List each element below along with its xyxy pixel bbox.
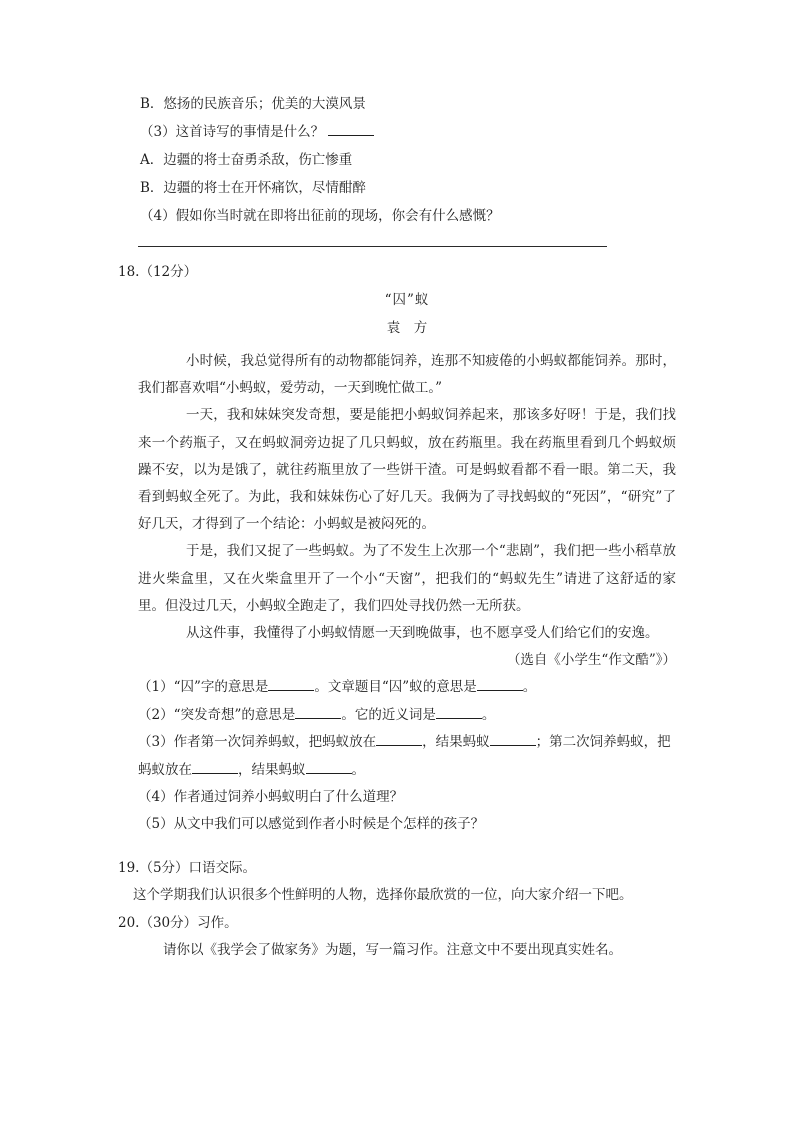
question-18-header: 18.（12分）	[118, 264, 198, 280]
answer-blank-underline	[268, 677, 314, 691]
question-18-3	[138, 729, 676, 784]
answer-blank-underline	[477, 677, 523, 691]
question-text: （5）从文中我们可以感觉到作者小时候是个怎样的孩子？	[138, 816, 485, 833]
section-19	[0, 855, 793, 910]
question-text: （3）作者第一次饲养蚂蚁，把蚂蚁放在	[138, 734, 377, 751]
question-text: ；第二次饲养蚂蚁，把蚂蚁放在	[138, 734, 671, 778]
option-a-soldiers: A．边疆的将士奋勇杀敌，伤亡惨重	[140, 152, 353, 168]
passage-paragraph-2: 一天，我和妹妹突发奇想，要是能把小蚂蚁饲养起来，那该多好呀！于是，我们找来一个药瓶子，又在蚂蚁洞旁边捉了几只蚂蚁，放在药瓶里。我在药瓶里看到几个蚂蚁烦躁不安，以为是饿了，就往药瓶里放了一些饼干渣。可是蚂蚁看都不看一眼。第二天，我看到蚂蚁全死了。为此，我和妹妹伤心了好几天。我俩为了寻找蚂蚁的“死因”，“研究”了好几天，才得到了一个结论：小蚂蚁是被闷死的。	[138, 407, 676, 533]
option-b-soldiers: B．边疆的将士在开怀痛饮，尽情酣醉	[140, 180, 366, 196]
question-text: （3）这首诗写的事情是什么？	[140, 124, 329, 140]
question-18-1	[138, 674, 676, 701]
answer-blank-underline	[295, 705, 341, 719]
answer-blank-underline	[490, 732, 536, 746]
section-20	[0, 910, 793, 965]
question-18-5	[138, 811, 676, 838]
question-17-3	[140, 118, 793, 146]
question-20-header: 20.（30分）习作。	[118, 914, 238, 931]
answer-blank-underline	[306, 760, 352, 774]
question-text: 。	[351, 761, 365, 778]
question-19-header: 19.（5分）口语交际。	[118, 859, 257, 876]
passage-author: 袁 方	[386, 320, 428, 336]
passage-paragraph-3: 于是，我们又捉了一些蚂蚁。为了不发生上次那一个“悲剧”，我们把一些小稻草放进火柴盒里，又在火柴盒里开了一个小“天窗”，把我们的“蚂蚁先生”请进了这舒适的家里。但没过几天，小蚂蚁全跑走了，我们四处寻找仍然一无所获。	[138, 543, 676, 614]
passage-paragraph-1: 小时候，我总觉得所有的动物都能饲养，连那不知疲倦的小蚂蚁都能饲养。那时，我们都喜欢唱“小蚂蚁，爱劳动，一天到晚忙做工。”	[138, 353, 676, 397]
option-b-music: B．悠扬的民族音乐；优美的大漠风景	[140, 96, 366, 112]
question-text: ，结果蚂蚁	[422, 734, 490, 751]
passage-paragraph-4: 从这件事，我懂得了小蚂蚁情愿一天到晚做事，也不愿享受人们给它们的安逸。	[186, 625, 659, 642]
section-17	[0, 90, 793, 247]
question-19-body: 这个学期我们认识很多个性鲜明的人物，选择你最欣赏的一位，向大家介绍一下吧。	[133, 887, 633, 904]
question-18-2	[138, 702, 676, 729]
answer-blank-underline	[436, 705, 482, 719]
answer-rule-line	[138, 246, 607, 247]
answer-blank-underline	[328, 122, 374, 136]
question-20-body: 请你以《我学会了做家务》为题，写一篇习作。注意文中不要出现真实姓名。	[163, 942, 622, 959]
question-17-4: （4）假如你当时就在即将出征前的现场，你会有什么感慨？	[140, 208, 500, 224]
question-text: （1）“囚”字的意思是	[138, 679, 269, 696]
answer-blank-underline	[376, 732, 422, 746]
question-text: 。	[522, 679, 537, 696]
question-text: 。文章题目“囚”蚁的意思是	[314, 679, 477, 696]
question-text: ，结果蚂蚁	[238, 761, 306, 778]
question-text: （4）作者通过饲养小蚂蚁明白了什么道理？	[138, 789, 404, 806]
passage-source-credit: （选自《小学生“作文酷”》）	[506, 652, 676, 669]
question-text: （2）“突发奇想”的意思是	[138, 706, 296, 723]
answer-blank-underline	[192, 760, 238, 774]
question-text: 。它的近义词是	[341, 706, 436, 723]
passage-title: “囚”蚁	[384, 292, 430, 308]
question-text: 。	[481, 706, 496, 723]
section-18	[0, 258, 793, 839]
question-18-4	[138, 784, 676, 811]
